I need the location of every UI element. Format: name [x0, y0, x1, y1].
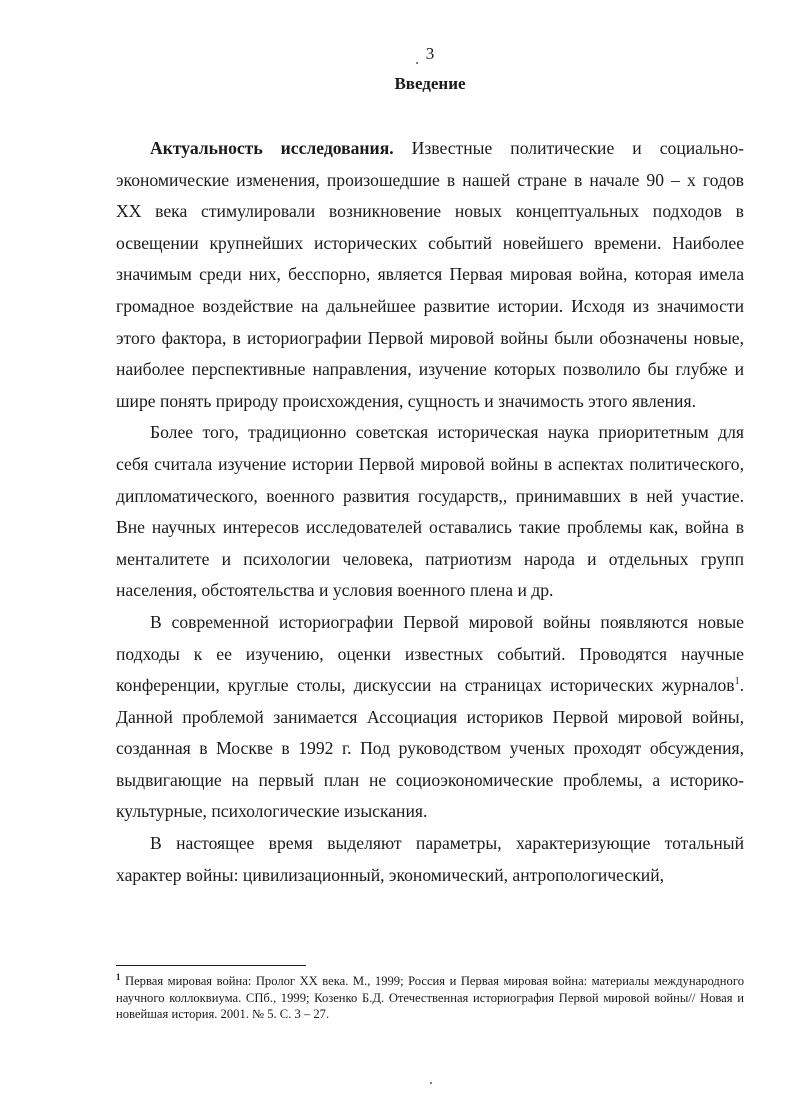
footnote-divider	[116, 965, 306, 966]
paragraph-soviet-science	[116, 417, 744, 607]
paragraph-text: В настоящее время выделяют параметры, характеризующие тотальный характер войны: цивилизационный, экономический, антропологический,	[116, 833, 744, 885]
footnote	[116, 973, 744, 1023]
paragraph-lead: Актуальность исследования.	[150, 138, 394, 158]
paragraph-total-war	[116, 828, 744, 891]
page-title: Введение	[394, 74, 466, 93]
paragraph-text: Известные политические и социально-экономические изменения, произошедшие в нашей стране в начале 90 – х годов XX века стимулировали возникновение новых концептуальных подходов в освещении крупнейших исторических событий новейшего времени. Наиболее значимым среди них, бесспорно, является Первая мировая война, которая имела громадное воздействие на дальнейшее развитие истории. Исходя из значимости этого фактора, в историографии Первой мировой войны были обозначены новые, наиболее перспективные направления, изучение которых позволило бы глубже и шире понять природу происхождения, сущность и значимость этого явления.	[116, 138, 744, 411]
paragraph-text: Более того, традиционно советская историческая наука приоритетным для себя считала изучение истории Первой мировой войны в аспектах политического, дипломатического, военного развития государств,, принимавших в ней участие. Вне научных интересов исследователей оставались такие проблемы как, война в менталитете и психологии человека, патриотизм народа и отдельных групп населения, обстоятельства и условия военного плена и др.	[116, 422, 744, 601]
footnote-reference: 1	[734, 676, 740, 688]
page-number: 3	[425, 44, 435, 63]
paragraph-relevance	[116, 133, 744, 417]
scan-speck	[430, 1082, 432, 1084]
body-text	[116, 133, 744, 891]
paragraph-text: . Данной проблемой занимается Ассоциация историков Первой мировой войны, созданная в Москве в 1992 г. Под руководством ученых проходят обсуждения, выдвигающие на первый план не социоэкономические проблемы, а историко-культурные, психологические изыскания.	[116, 675, 744, 822]
scan-speck	[416, 62, 418, 64]
paragraph-text: В современной историографии Первой мировой войны появляются новые подходы к ее изучению, оценки известных событий. Проводятся научные конференции, круглые столы, дискуссии на страницах исторических журналов	[116, 611, 744, 696]
footnote-marker: 1	[116, 971, 121, 982]
footnote-text: Первая мировая война: Пролог XX века. М., 1999; Россия и Первая мировая война: материалы международного научного коллоквиума. СПб., 1999; Козенко Б.Д. Отечественная историография Первой мировой войны// Новая и новейшая история. 2001. № 5. С. 3 – 27.	[116, 974, 744, 1021]
paragraph-modern-historiography	[116, 607, 744, 828]
